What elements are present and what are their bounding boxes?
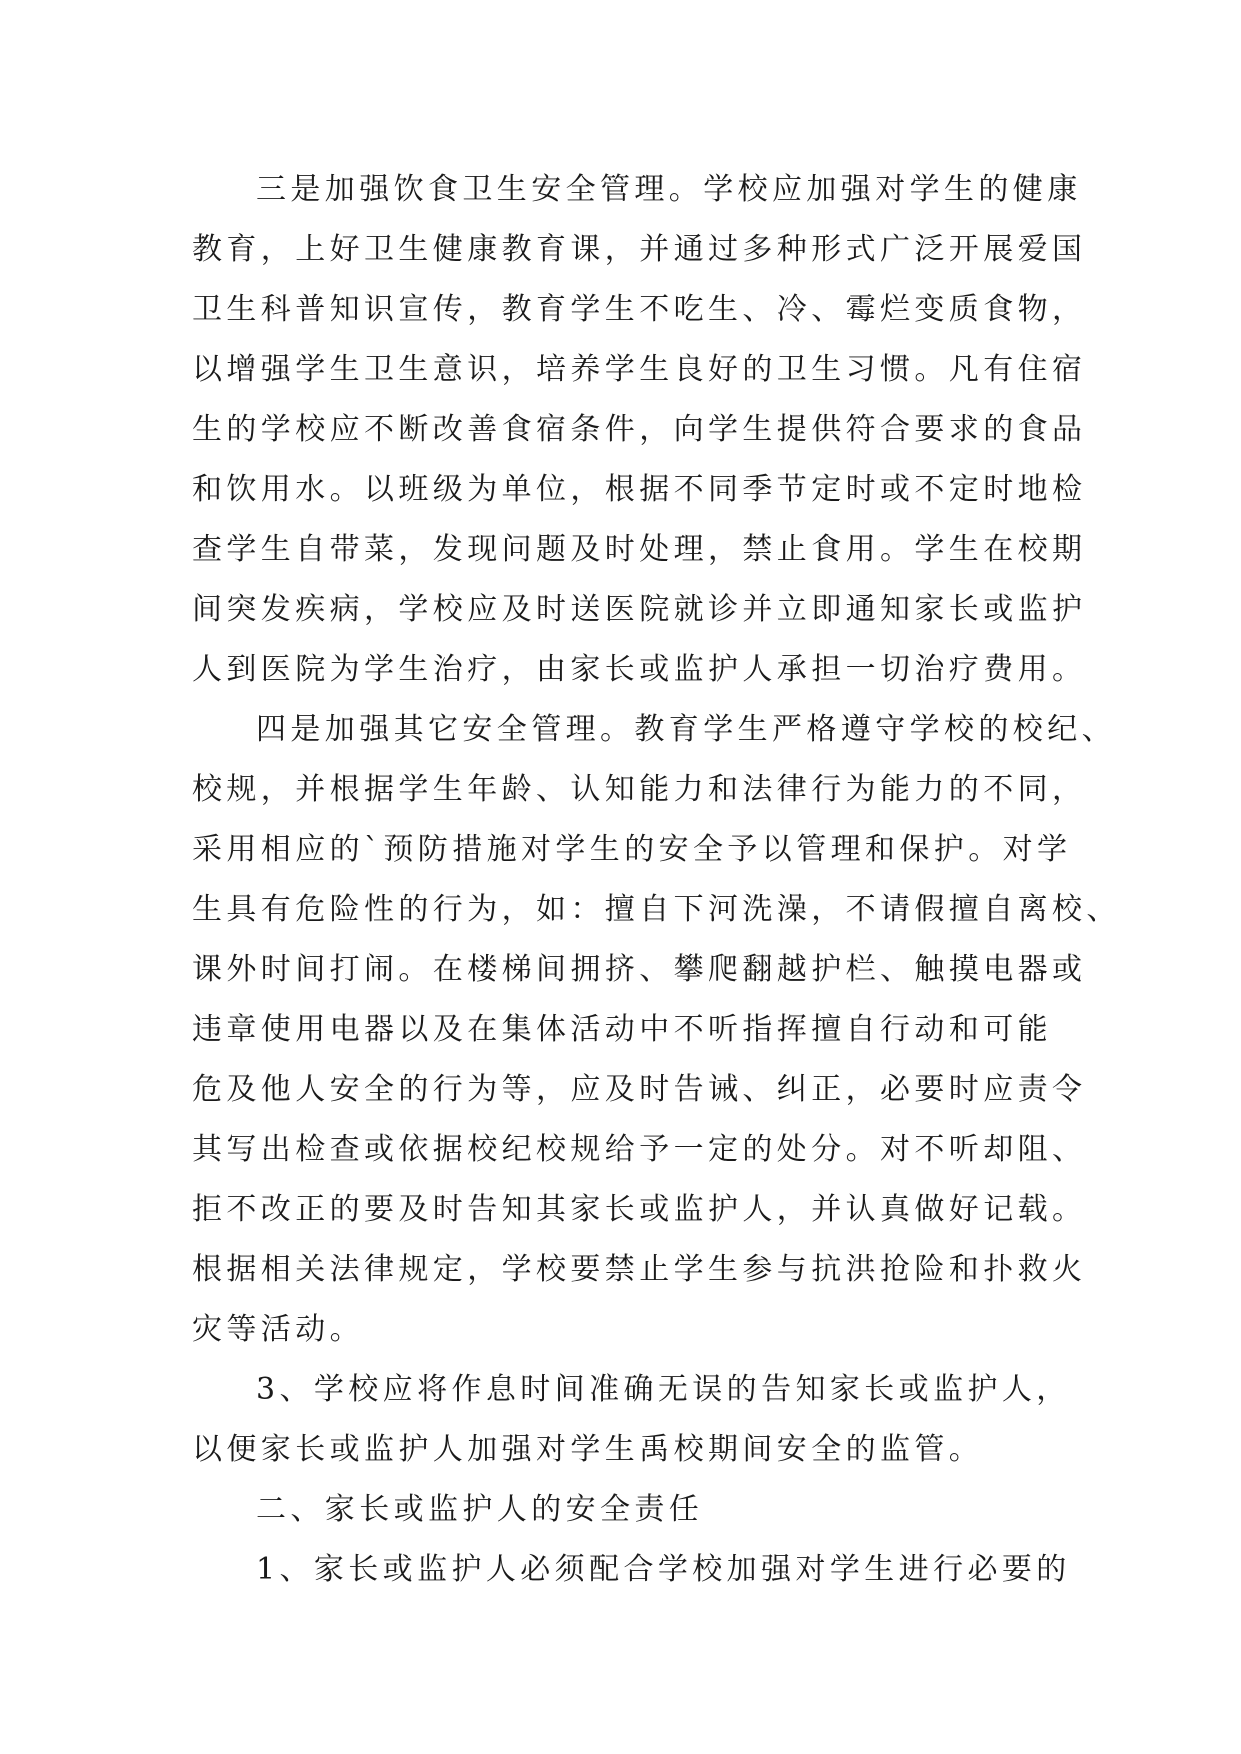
- text-line: 拒不改正的要及时告知其家长或监护人，并认真做好记载。: [192, 1192, 1087, 1227]
- text-line: 生的学校应不断改善食宿条件，向学生提供符合要求的食品: [192, 412, 1087, 447]
- text-line: 二、家长或监护人的安全责任: [256, 1492, 704, 1527]
- text-line: 课外时间打闹。在楼梯间拥挤、攀爬翻越护栏、触摸电器或: [192, 952, 1087, 987]
- text-line: 间突发疾病，学校应及时送医院就诊并立即通知家长或监护: [192, 592, 1087, 627]
- text-line: 采用相应的`预防措施对学生的安全予以管理和保护。对学: [192, 832, 1072, 867]
- paragraph-food-safety: [192, 160, 1087, 700]
- text-line: 校规，并根据学生年龄、认知能力和法律行为能力的不同，: [192, 772, 1087, 807]
- text-line: 根据相关法律规定，学校要禁止学生参与抗洪抢险和扑救火: [192, 1252, 1087, 1287]
- text-line: 违章使用电器以及在集体活动中不听指挥擅自行动和可能: [192, 1012, 1052, 1047]
- text-line: 三是加强饮食卫生安全管理。学校应加强对学生的健康: [256, 172, 1082, 207]
- paragraph-parent-cooperation: [192, 1540, 1071, 1600]
- section-heading-parent-responsibility: [192, 1480, 1052, 1540]
- text-line: 灾等活动。: [192, 1312, 364, 1347]
- text-line: 危及他人安全的行为等，应及时告诫、纠正，必要时应责令: [192, 1072, 1087, 1107]
- document-page: [192, 160, 1121, 1600]
- text-line: 卫生科普知识宣传，教育学生不吃生、冷、霉烂变质食物，: [192, 292, 1087, 327]
- paragraph-schedule-notice: [192, 1360, 1071, 1480]
- text-line: 以便家长或监护人加强对学生禹校期间安全的监管。: [192, 1432, 984, 1467]
- text-line: 和饮用水。以班级为单位，根据不同季节定时或不定时地检: [192, 472, 1087, 507]
- text-line: 以增强学生卫生意识，培养学生良好的卫生习惯。凡有住宿: [192, 352, 1087, 387]
- text-line: 生具有危险性的行为，如：擅自下河洗澡，不请假擅自离校、: [192, 892, 1121, 927]
- text-line: 查学生自带菜，发现问题及时处理，禁止食用。学生在校期: [192, 532, 1087, 567]
- text-line: 人到医院为学生治疗，由家长或监护人承担一切治疗费用。: [192, 652, 1087, 687]
- text-line: 其写出检查或依据校纪校规给予一定的处分。对不听却阻、: [192, 1132, 1087, 1167]
- text-line: 教育，上好卫生健康教育课，并通过多种形式广泛开展爱国: [192, 232, 1087, 267]
- text-line: 3、学校应将作息时间准确无误的告知家长或监护人，: [256, 1372, 1071, 1407]
- paragraph-other-safety: [192, 700, 1121, 1360]
- text-line: 四是加强其它安全管理。教育学生严格遵守学校的校纪、: [256, 712, 1116, 747]
- text-line: 1、家长或监护人必须配合学校加强对学生进行必要的: [256, 1552, 1071, 1587]
